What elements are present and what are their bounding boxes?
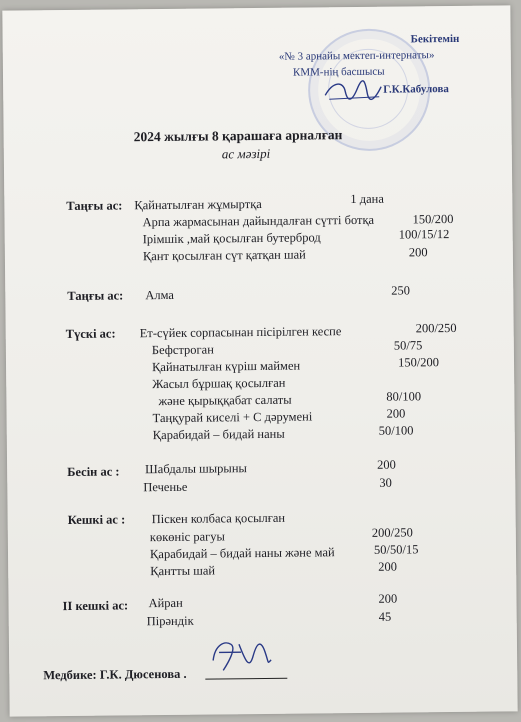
menu-item-amount: 50/75 [393, 338, 423, 353]
menu-item-name: Піскен колбаса қосылған [151, 510, 286, 527]
section-label-second-breakfast: Таңғы ас: [67, 288, 124, 304]
menu-item-name: және қырыққабат салаты [158, 392, 292, 409]
menu-sheet [2, 5, 517, 716]
menu-item-amount: 200 [386, 406, 406, 421]
menu-item-amount: 150/200 [412, 211, 454, 227]
nurse-signature [205, 630, 276, 681]
menu-item-amount: 1 дана [350, 191, 384, 207]
menu-item-name: Қайнатылған күріш маймен [151, 358, 301, 375]
menu-item-name: Қарабидай – бидай наны және май [149, 545, 335, 562]
menu-item-name: Таңқурай киселі + С дәрумені [152, 409, 313, 426]
menu-item-amount: 50/100 [378, 423, 414, 438]
menu-item-name: көкөніс рагуы [149, 529, 225, 545]
menu-item-name: Ірімшік ,май қосылған бутерброд [142, 230, 321, 247]
menu-item-amount: 250 [391, 283, 411, 298]
approval-line-3: КММ-нің басшысы [292, 65, 385, 79]
menu-item-amount: 200 [378, 591, 398, 606]
menu-item-name: Печенье [143, 479, 188, 495]
menu-item-name: Қарабидай – бидай наны [152, 426, 285, 443]
menu-item-name: Жасыл бұршақ қосылған [152, 375, 286, 392]
menu-item-name: Қантты шай [150, 563, 216, 579]
menu-item-name: Ет-сүйек сорпасынан пісірілген кеспе [139, 324, 342, 341]
section-label-late-dinner: ІІ кешкі ас: [62, 598, 129, 614]
menu-item-amount: 200/250 [415, 320, 457, 336]
page-subtitle: ас мәзірі [221, 145, 271, 162]
director-signature [321, 77, 385, 108]
menu-item-amount: 30 [379, 475, 392, 490]
menu-item-amount: 200 [408, 245, 428, 260]
section-label-dinner: Кешкі ас : [67, 512, 126, 528]
nurse-signature-label: Медбике: Г.К. Дюсенова . [43, 666, 187, 683]
section-label-afternoon-snack: Бесін ас : [67, 464, 120, 480]
menu-item-name: Арпа жармасынан дайындалған сүтті ботқа [142, 212, 375, 230]
menu-item-name: Бефстроган [151, 342, 214, 358]
menu-item-amount: 150/200 [397, 355, 440, 370]
approval-line-2: «№ 3 арнайы мектеп-интернаты» [278, 49, 435, 63]
menu-item-amount: 45 [378, 609, 392, 624]
menu-item-name: Пірәндік [146, 613, 194, 629]
menu-item-amount: 200/250 [371, 525, 413, 540]
menu-item-amount: 50/50/15 [373, 542, 419, 557]
menu-item-name: Алма [145, 287, 175, 303]
menu-item-name: Қант қосылған сүт қатқан шай [142, 247, 306, 264]
menu-item-amount: 100/15/12 [398, 227, 450, 242]
approval-line-4: Г.К.Кабулова [383, 83, 449, 96]
menu-item-name: Қайнатылған жұмыртқа [134, 196, 262, 213]
menu-item-amount: 80/100 [386, 389, 422, 404]
menu-item-name: Шабдалы шырыны [145, 461, 247, 477]
section-label-breakfast: Таңғы ас: [66, 198, 123, 214]
menu-item-name: Айран [148, 595, 183, 611]
approval-line-1: Бекітемін [410, 32, 460, 46]
menu-item-amount: 200 [377, 457, 396, 472]
section-label-lunch: Түскі ас: [65, 326, 116, 342]
menu-item-amount: 200 [378, 559, 397, 574]
page-title: 2024 жылғы 8 қарашаға арналған [133, 127, 343, 145]
